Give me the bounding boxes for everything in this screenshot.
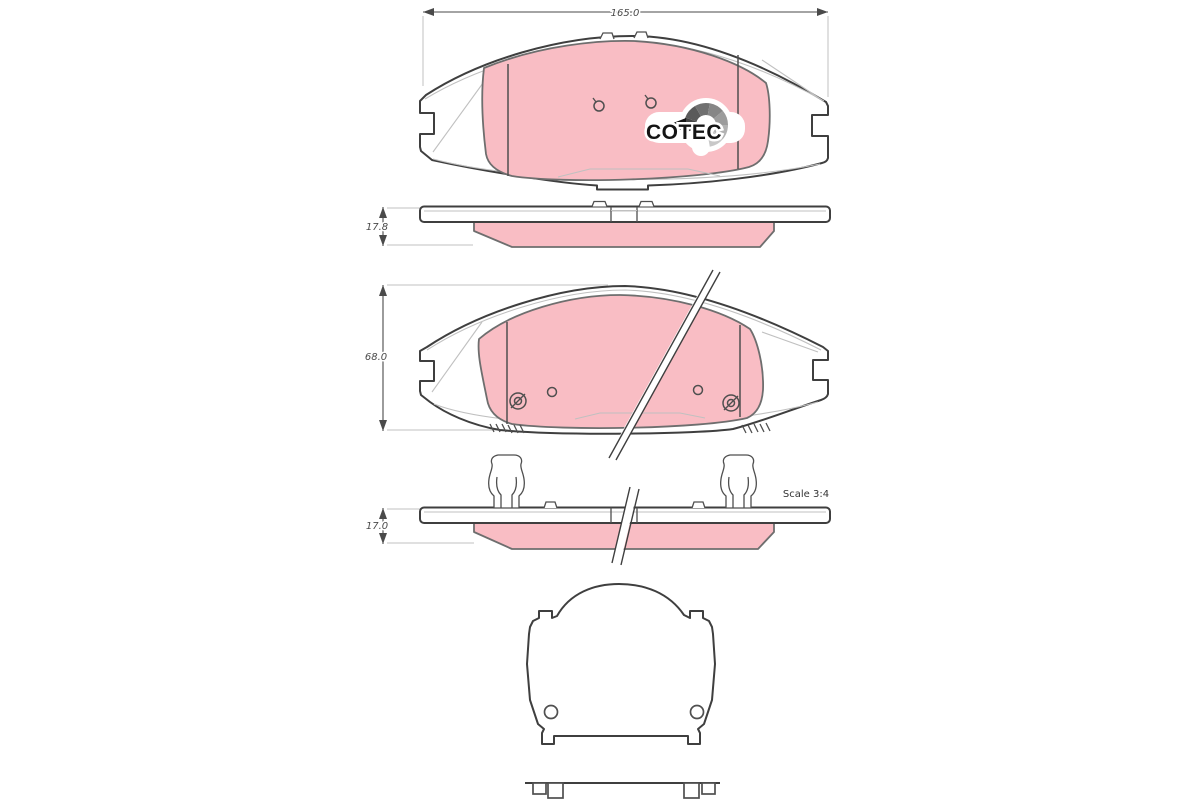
view-outer-pad-side	[366, 202, 830, 248]
width-dimension-label: 165.0	[610, 8, 640, 19]
shim-outline	[527, 584, 715, 744]
dimension-arrow-down	[379, 533, 387, 544]
abutment-tab	[600, 33, 614, 39]
rivet-hole	[548, 388, 557, 397]
scale-note: Scale 3:4	[782, 489, 830, 500]
shim-clip-tab	[548, 783, 563, 798]
shim-hole	[691, 706, 704, 719]
outer-thickness-label: 17.8	[365, 222, 389, 233]
wear-indicator-clip	[721, 455, 757, 508]
dimension-arrow-left	[423, 8, 434, 16]
view-inner-pad-side	[366, 455, 830, 565]
view-shim-edge	[525, 783, 720, 798]
view-outer-pad-front	[420, 8, 828, 190]
friction-material-side	[474, 222, 774, 247]
dimension-arrow-up	[379, 285, 387, 296]
dimension-arrow-down	[379, 235, 387, 246]
dimension-arrow-down	[379, 420, 387, 431]
logo-text: COTEC	[646, 121, 722, 144]
dimension-arrow-up	[379, 508, 387, 519]
shim-clip-tab	[533, 783, 546, 794]
shim-tab	[692, 502, 705, 508]
clip-body	[489, 455, 525, 508]
dimension-arrow-right	[817, 8, 828, 16]
rivet-hole	[694, 386, 703, 395]
wear-indicator-clip	[489, 455, 525, 508]
inner-thickness-label: 17.0	[365, 521, 389, 532]
shim-clip-tab	[684, 783, 699, 798]
shim-tab	[592, 202, 607, 207]
rivet-hole	[594, 101, 604, 111]
view-inner-pad-front	[365, 270, 828, 460]
dimension-arrow-up	[379, 207, 387, 218]
height-label: 68.0	[364, 352, 388, 363]
shim-tab	[639, 202, 654, 207]
rivet-hole	[646, 98, 656, 108]
abutment-tab	[634, 32, 648, 38]
shim-hole	[545, 706, 558, 719]
shim-tab	[544, 502, 557, 508]
view-shim-front	[527, 584, 715, 744]
backplate-side	[420, 207, 830, 223]
shim-clip-tab	[702, 783, 715, 794]
